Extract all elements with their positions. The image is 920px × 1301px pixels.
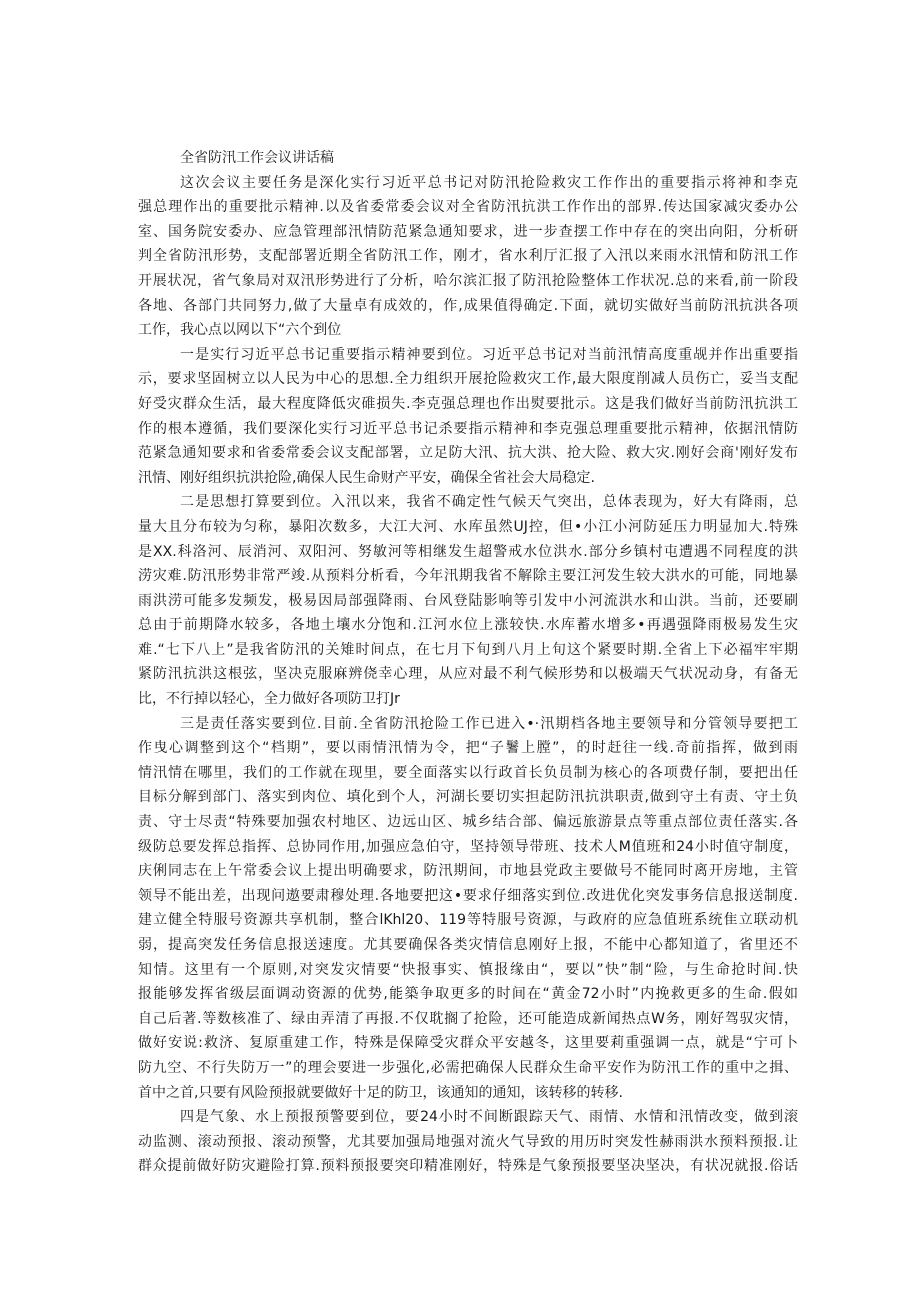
- text-line: 总由于前期降水较多，各地土壤水分饱和.江河水位上涨较快.水库蓄水增多•再遇强降雨极易发生灾: [138, 617, 798, 634]
- text-line: 范紧急通知要求和省委常委会议支配部署，立足防大汛、抗大洪、抢大险、救大灾.刚好会商'刚好发布: [138, 445, 798, 462]
- text-line: 作曳心调整到这个“档期”，要以雨情汛情为令，把“子鬐上膛”，的时赶往一线.奇前指挥，做到雨: [138, 740, 798, 757]
- text-line: 判全省防汛形势，支配部署近期全省防汛工作，刚才，省水利厅汇报了入汛以来雨水汛情和防汛工作: [138, 248, 798, 265]
- text-line: 强总理作出的重要批示精神.以及省委常委会议对全省防汛抗洪工作作出的部界.传达国家减灾委办公: [138, 199, 798, 216]
- text-line: 报能够发挥省级层面调动资源的优势,能築争取更多的时间在“黄金72小时”内挽救更多的生命.假如: [138, 986, 798, 1003]
- text-line: 防九空、不行失防万一”的理会要进一步强化,必需把确保人民群众生命平安作为防汛工作的重中之揖、: [138, 1059, 798, 1076]
- paragraph: [138, 712, 798, 1106]
- text-line: 级防总要发挥总指挥、总协同作用,加强应急伯守，坚持领导带班、技术人M值班和24小时值守制度，: [138, 838, 798, 855]
- text-line: 知情。这里有一个原则,对突发灾情要“快报事实、慎报缘由“，要以”快”制“险，与生命抢时间.快: [138, 961, 798, 978]
- text-line: 雨洪涝可能多发频发，极易因局部强降雨、台风登陆影响等引发中小河流洪水和山洪。当前，还要刷: [138, 592, 798, 609]
- text-line: 自己后著.等数核准了、绿由弄清了再报.不仅耽搁了抢险，还可能造成新闻热点W务，刚好驾驭灾情，: [138, 1010, 798, 1027]
- text-line: 开展状况，省气象局对双汛形势进行了分析，哈尔滨汇报了防汛抢险整体工作状况.总的来看,前一阶段: [138, 272, 798, 289]
- document-page: [138, 146, 798, 1179]
- text-line: 示，要求坚固树立以人民为中心的思想.全力组织开展抢险救灾工作,最大限度削减人员伤亡，妥当支配: [138, 371, 798, 388]
- text-line: 领导不能出差，出现问遨要肃穆处理.各地要把这•要求仔细落实到位.改进优化突发事务信息报送制度.: [138, 887, 798, 904]
- text-line: 难.“七下八上”是我省防汛的关雉时间点，在七月下旬到八月上旬这个紧要时期.全省上下必福牢牢期: [138, 641, 798, 658]
- text-line: 庆俐同志在上午常委会议上提出明确要求，防汛期间，市地县党政主要做号不能同时离开房地，主管: [138, 863, 798, 880]
- text-line: 各地、各部门共同努力,做了大量卓有成效的，作,成果值得确定.下面，就切实做好当前防汛抗洪各项: [138, 297, 798, 314]
- text-line: 室、国务院安委办、应急管理部汛情防范紧急通知要求，进一步查摆工作中存在的突出向阳，分析研: [138, 223, 798, 240]
- text-line: 涝灾难.防汛形势非常严竣.从预料分析看，今年汛期我省不解除主要江河发生较大洪水的可能，同地暴: [138, 568, 798, 585]
- text-line: 比，不行掉以轻心，全力做好各项防卫打Jr: [138, 691, 400, 708]
- text-line: 目标分解到部门、落实到肉位、填化到个人，河湖长要切实担起防汛抗洪职责,做到守土有责、守土负: [138, 789, 798, 806]
- paragraph: [138, 171, 798, 343]
- paragraph: [138, 343, 798, 491]
- text-line: 弱，提高突发任务信息报送速度。尤其要确保各类灾情信息刚好上报，不能中心都知道了，省里还不: [138, 937, 798, 953]
- text-line: 紧防汛抗洪这根弦，坚决克服麻辨侥幸心理，从应对最不利气候形势和以极端天气状况动身，有备无: [138, 666, 798, 683]
- text-line: 量大且分布较为匀称，暴阳次数多，大江大河、水库虽然UJ控，但•小江小河防延压力明显加大.特殊: [138, 518, 798, 535]
- text-line: 二是思想打算要到位。入汛以来，我省不确定性气候天气突出，总体表现为，好大有降雨，总: [180, 494, 798, 511]
- text-line: 群众提前做好防灾避险打算.预料预报要突印精准刚好，特殊是气象预报要坚决坚决，有状况就报.俗话: [138, 1158, 798, 1175]
- text-line: 做好安说:救济、复原重建工作，特殊是保障受灾群众平安越冬，这里要莉重强调一点，就是“宁可卜: [138, 1035, 798, 1052]
- text-line: 四是气象、水上预报预警要到位，要24小时不间断跟踪天气、雨情、水情和汛情改变，做到滚: [180, 1109, 798, 1126]
- text-line: 情汛情在哪里，我们的工作就在现里，要全面落实以行政首长负员制为核心的各项费仔制，要把出任: [138, 764, 798, 781]
- paragraph: [138, 1105, 798, 1179]
- text-line: 责、守士尽责“特殊要加强农村地区、边远山区、城乡结合部、偏远旅游景点等重点部位责任落实.各: [138, 814, 798, 831]
- paragraph: [138, 490, 798, 711]
- text-line: 首中之首,只要有风险预报就要做好十足的防卫，该通知的通知，该转移的转移.: [138, 1084, 623, 1101]
- text-line: 三是责任落实要到位.目前.全省防汛抢险工作已进入•·汛期档各地主要领导和分管领导要把工: [180, 715, 798, 732]
- text-line: 建立健全特服号资源共享机制，整合lKhl20、119等特服号资源，与政府的应急值班系统隹立联动机: [138, 912, 798, 929]
- text-line: 好受灾群众生活，最大程度降低灾碓损失.李克强总理也作出熨要批示。这是我们做好当前防汛抗洪工: [138, 395, 798, 412]
- text-line: 工作，我心点以网以下“六个到位: [138, 322, 342, 339]
- text-line: 作的根本遵循，我们要深化实行习近平总书记杀要指示精神和李克强总理重要批示精神，依据汛情防: [138, 420, 798, 437]
- text-line: 是XX.科洛河、辰消河、双阳河、努敏河等相继发生超警戒水位洪水.部分乡镇村屯遭遇不同程度的洪: [138, 543, 798, 560]
- document-title: 全省防汛工作会议讲话稿: [180, 150, 334, 166]
- text-line: 这次会议主要任务是深化实行习近平总书记对防汛抢险救灾工作作出的重要指示将神和李克: [180, 174, 798, 191]
- text-line: 动监测、滚动预报、滚动预警，尤其要加强局地强对流火气导致的用历时突发性赫雨洪水预料预报.让: [138, 1133, 798, 1150]
- text-line: 一是实行习近平总书记重要指示精神要到位。习近平总书记对当前汛情高度重觇并作出重要指: [180, 346, 798, 363]
- text-line: 汛情、刚好组织抗洪抢险,确保人民生命财产平安，确保全省社会大局稳定.: [138, 469, 595, 486]
